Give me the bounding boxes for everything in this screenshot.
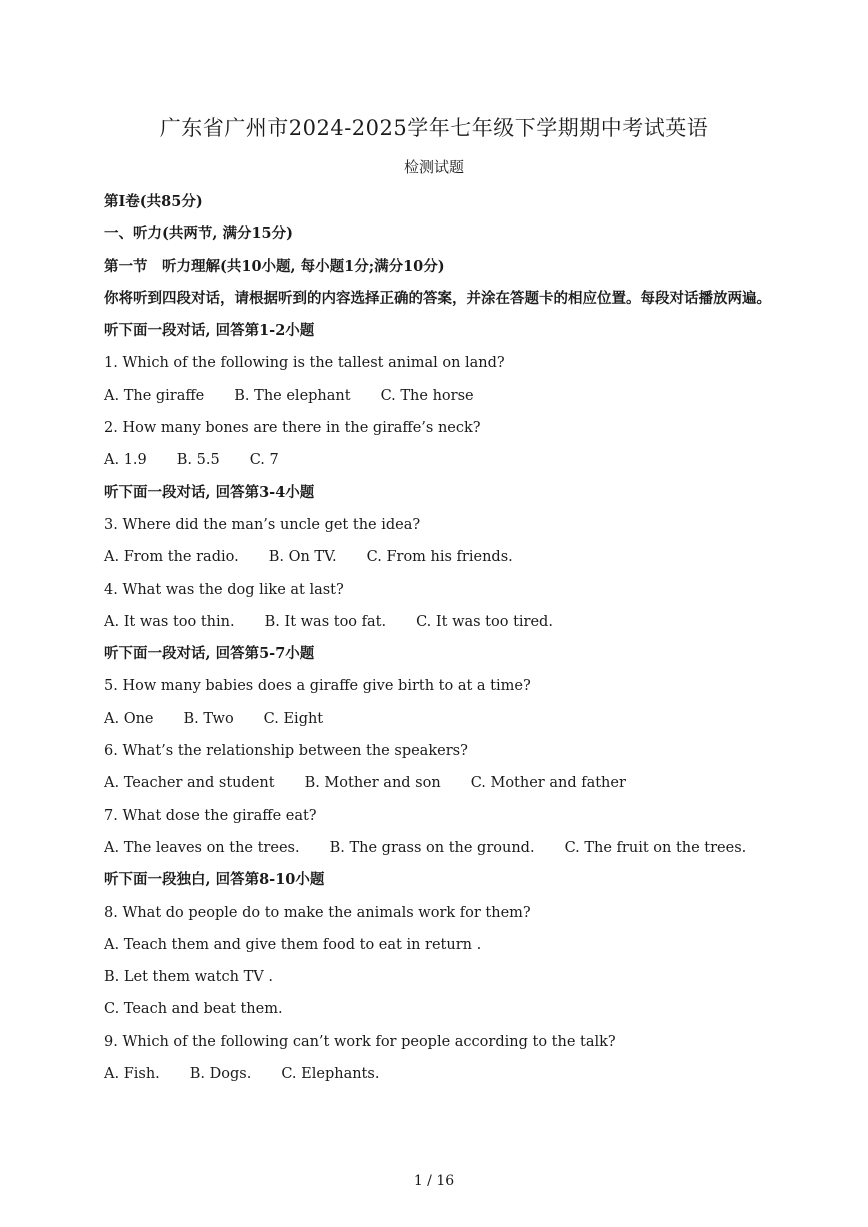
question-text: 4. What was the dog like at last? [104,581,344,598]
page-number: 1 / 16 [413,1173,455,1189]
question-text: 5. How many babies does a giraffe give birth to at a time? [104,678,531,695]
section-instruction: 你将听到四段对话，请根据听到的内容选择正确的答案，并涂在答题卡的相应位置。每段对话播放两遍。 [104,289,771,307]
question-text: B. Let them watch TV . [104,969,273,986]
page-title: 广东省广州市2024-2025学年七年级下学期期中考试英语 [159,116,709,140]
answer-option: C. From his friends. [366,549,513,566]
section-heading: 听下面一段对话, 回答第3-4小题 [104,483,315,501]
question-text: A. Teach them and give them food to eat in return . [104,936,482,953]
answer-option: C. The fruit on the trees. [564,839,747,856]
answer-options [104,541,772,573]
answer-option: B. Mother and son [304,775,441,792]
answer-option: C. 7 [249,452,279,469]
answer-options [104,703,772,735]
answer-option: A. Fish. [104,1066,160,1083]
answer-option: C. The horse [380,387,474,404]
section-heading: 第Ⅰ卷(共85分) [104,193,203,210]
answer-options [104,380,772,412]
section-heading: 一、听力(共两节, 满分15分) [104,225,293,243]
answer-option: A. The leaves on the trees. [104,839,300,856]
answer-options [104,444,772,476]
answer-option: B. The elephant [234,387,351,404]
answer-options [104,767,772,799]
section-heading: 第一节 听力理解(共10小题, 每小题1分;满分10分) [104,257,445,275]
answer-option: A. From the radio. [104,549,239,566]
question-text: 1. Which of the following is the tallest animal on land? [104,355,505,372]
question-text: 2. How many bones are there in the giraffe’s neck? [104,420,481,437]
answer-option: A. Teacher and student [104,775,275,792]
exam-content [104,186,772,1090]
answer-option: A. It was too thin. [104,613,235,630]
answer-options [104,606,772,638]
answer-option: C. Elephants. [281,1066,380,1083]
answer-option: C. Mother and father [470,775,626,792]
answer-option: C. Eight [263,710,324,727]
answer-option: B. 5.5 [176,452,220,469]
answer-option: B. Two [183,710,234,727]
answer-option: A. One [104,710,154,727]
answer-option: B. On TV. [268,549,337,566]
section-heading: 听下面一段独白, 回答第8-10小题 [104,871,325,889]
section-heading: 听下面一段对话, 回答第1-2小题 [104,322,315,340]
question-text: 8. What do people do to make the animals work for them? [104,904,531,921]
question-text: 9. Which of the following can’t work for people according to the talk? [104,1033,616,1050]
question-text: 7. What dose the giraffe eat? [104,807,317,824]
question-text: C. Teach and beat them. [104,1001,283,1018]
question-text: 3. Where did the man’s uncle get the idea? [104,516,421,533]
answer-option: A. 1.9 [104,452,147,469]
answer-option: C. It was too tired. [416,613,553,630]
page-subtitle: 检测试题 [403,158,464,176]
section-heading: 听下面一段对话, 回答第5-7小题 [104,645,315,663]
answer-option: B. The grass on the ground. [329,839,535,856]
answer-options [104,832,772,864]
answer-options [104,1058,772,1090]
answer-option: B. It was too fat. [264,613,387,630]
answer-option: B. Dogs. [189,1066,252,1083]
answer-option: A. The giraffe [104,387,205,404]
question-text: 6. What’s the relationship between the speakers? [104,743,468,760]
